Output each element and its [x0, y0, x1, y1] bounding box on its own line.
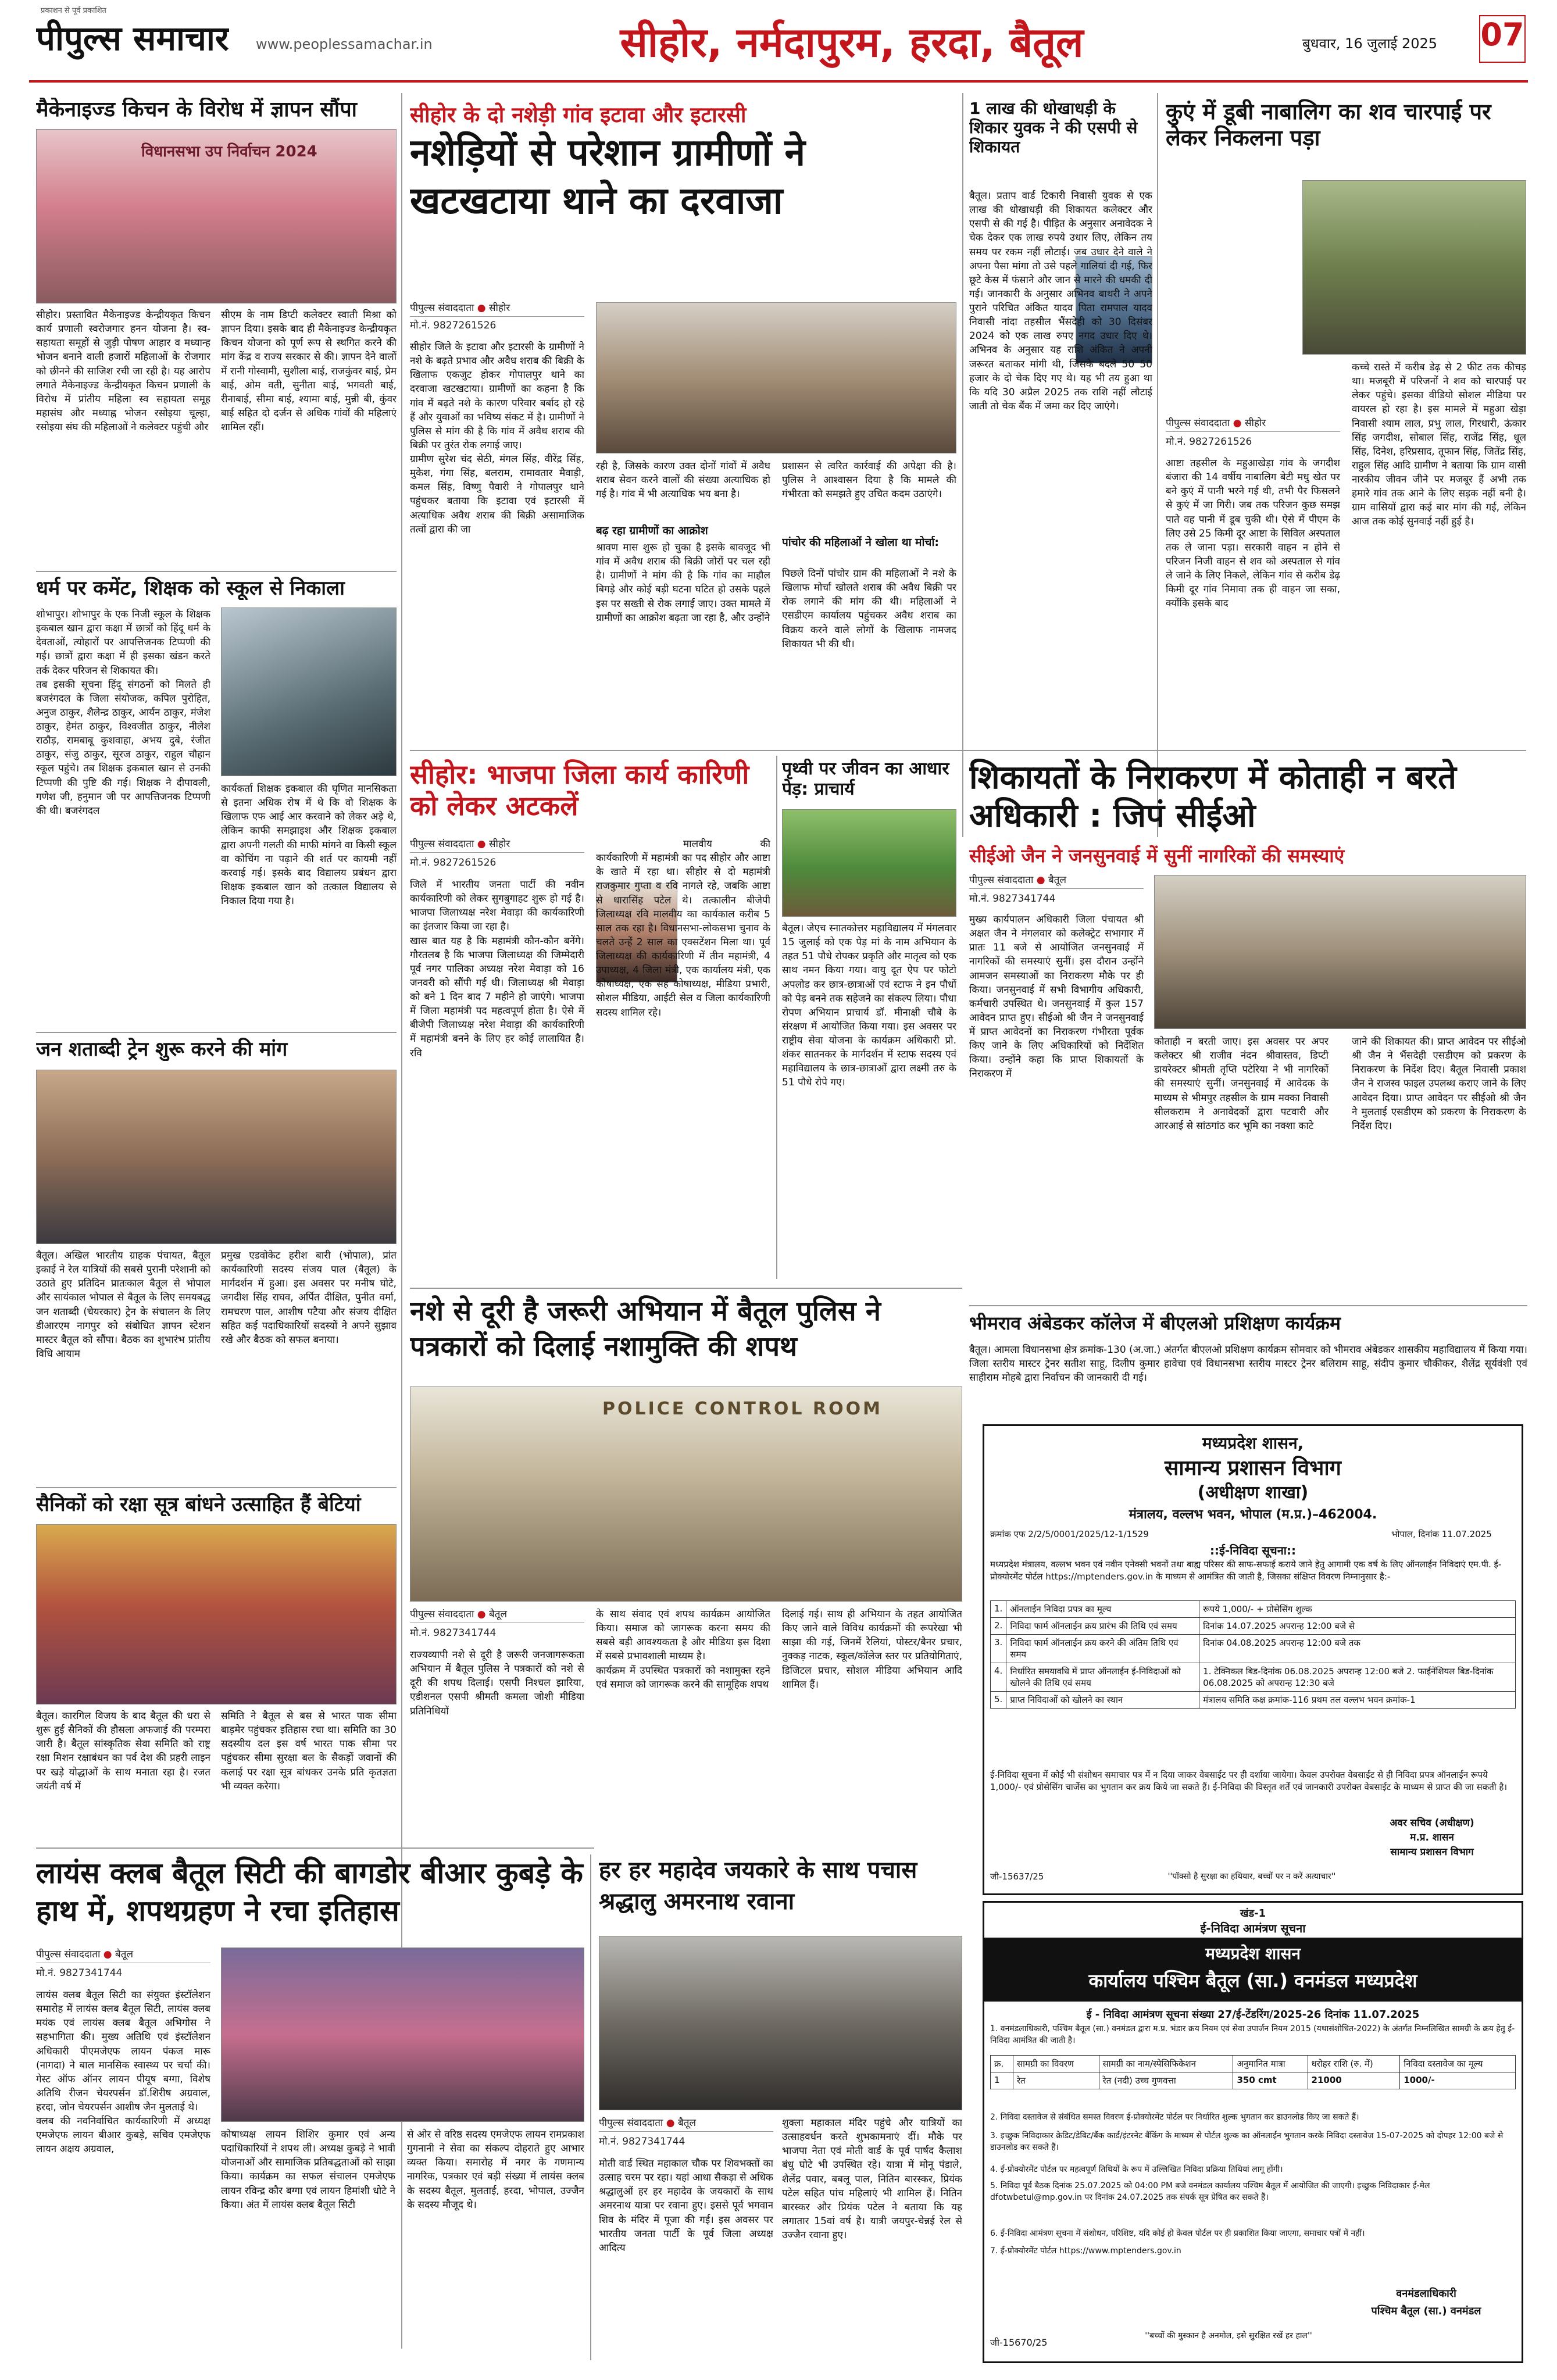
story-villagers-kicker: सीहोर के दो नशेड़ी गांव इटावा और इटारसी	[410, 102, 747, 127]
col-no: क्र.	[991, 2056, 1013, 2072]
brand-logo: पीपुल्स समाचार	[36, 19, 229, 58]
story-train-body-1: बैतूल। अखिल भारतीय ग्राहक पंचायत, बैतूल इकाई ने रेल यात्रियों की सबसे पुरानी परेशानी को उठाते हुए प्रतिदिन प्रातःकाल बैतूल से भोपाल और सायंकाल भोपाल से बैतूल के लिए समयबद्ध जन शताब्दी (चेयरकार) ट्रेन के संचालन के लिए डीआरएम नागपुर को संबोधित ज्ञापन स्टेशन मास्टर बैतूल को सौंपा। बैठक का शुभारंभ प्रांतीय विधि आयाम	[36, 1250, 210, 1360]
story-bjp-body-1: जिले में भारतीय जनता पार्टी की नवीन कार्यकारिणी को लेकर सुगबुगाहट शुरू हो गई है। भाजपा जिलाध्यक्ष नरेश मेवाड़ा की कार्यकारिणी का इंतजार किया जा रहा है। खास बात यह है कि महामंत्री कौन-कौन बनेंगे। गौरतलब है कि भाजपा जिलाध्यक्ष की जिम्मेदारी पूर्व नगर पालिका अध्यक्ष नरेश मेवाड़ा को 16 जनवरी को सौंपी गई थी। जिलाध्यक्ष श्री मेवाड़ा को बने 1 दिन बाद 7 महीने हो जाएंगे। भाजपा में जिला महामंत्री पद महत्वपूर्ण होता है। ऐसे में बीजेपी जिलाध्यक्ष नरेश मेवाड़ा की कार्यकारिणी में महामंत्री बनने के लिए हर कोई लालायित है। रवि	[410, 879, 584, 1059]
masthead-tagline: प्रकाशन से पूर्व प्रकाशित	[41, 6, 106, 15]
story-bjp-body-2: मालवीय की कार्यकारिणी में महामंत्री का पद सीहोर और आष्टा के खाते में रहा था। सीहोर से दो महामंत्री राजकुमार गुप्ता व रवि नागले रहे, जबकि आष्टा से धारासिंह पटेल थे। तत्कालीन बीजेपी जिलाध्यक्ष रवि मालवीय का कार्यकाल करीब 5 साल तक रहा है। विधानसभा-लोकसभा चुनाव के चलते उन्हें 2 साल का एक्सटेंशन मिला था। पूर्व जिलाध्यक्ष की कार्यकारिणी में तीन महामंत्री, 4 उपाध्यक्ष, 4 जिला मंत्री, एक कार्यालय मंत्री, एक कोषाध्यक्ष, एक सह कोषाध्यक्ष, मीडिया प्रभारी, सोशल मीडिया, आईटी सेल व जिला कार्यकारिणी सदस्य शामिल रहे।	[596, 838, 770, 1019]
cell-fee: 1000/-	[1400, 2072, 1516, 2089]
story-well-body-2: कच्चे रास्ते में करीब डेढ़ से 2 फीट तक कीचड़ था। मजबूरी में परिजनों ने शव को चारपाई पर लेकर पहुंचे। इसका वीडियो सोशल मीडिया पर वायरल हो रहा है। इस मामले में महुआ खेड़ा निवासी श्याम लाल, प्रभु लाल, गिरधारी, ऊंकार सिंह जगदीश, सोबाल सिंह, राजेंद्र सिंह, धूल सिंह, दिनेश, हरिप्रसाद, तूफान सिंह, जितेंद्र सिंह, राहुल सिंह आदि ग्रामीण ने बताया कि ग्राम वासी नारकीय जीवन जीने पर मजबूर हैं अभी तक हमारे गांव तक आने के लिए सड़क नहीं बनी है। ग्राम वासियों द्वारा कई बार मांग की गई, लेकिन आज तक कोई सुनवाई नहीं हुई है।	[1352, 362, 1526, 528]
col-emd: धरोहर राशि (रु. में)	[1308, 2056, 1400, 2072]
byline-place: बैतूल	[489, 1609, 507, 1620]
ad-gad-tender	[983, 1424, 1523, 1895]
story-amarnath-body-2: शुक्ला महाकाल मंदिर पहुंचे और यात्रियों का उत्साहवर्धन करते शुभकामनाएं दीं। मौके पर भाजपा नेता एवं मोती वार्ड के पूर्व पार्षद कैलाश बंधु घोटे भी उपस्थित रहे। यात्रा में मोनू पंडाले, शैलेंद्र पवार, बबलू पाल, नितिन बारस्कर, प्रियंक पटेल सहित पांच महिलाएं भी शामिल हैं। नितिन बारस्कर और प्रियंक पटेल ने बताया कि यह लगातार 15वां वर्ष है। यात्री जयपुर-चेन्नई रेल से उज्जैन रवाना हुए।	[782, 2117, 962, 2241]
story-police-photo	[410, 1386, 962, 1602]
cell-no: 4.	[991, 1663, 1006, 1692]
ad-gad-ref-no: क्रमांक एफ 2/2/5/0001/2025/12-1/1529	[990, 1529, 1149, 1539]
ad-forest-clause-2: 2. निविदा दस्तावेज से संबंधित समस्त विवरण ई-प्रोक्योरमेंट पोर्टल पर निर्धारित शुल्क भुगतान कर डाउनलोड किए जा सकते हैं।	[990, 2113, 1359, 2122]
story-bjp-byline: पीपुल्स संवाददाता ● सीहोर	[410, 837, 584, 853]
ad-forest-clause-3: 3. इच्छुक निविदाकार क्रेडिट/डेबिट/बैंक कार्ड/इंटरनेट बैंकिंग के माध्यम से पोर्टल शुल्क का ऑनलाईन भुगतान करके निविदा दस्तावेज 15-07-2025 को दोपहर 12:00 बजे से डाउनलोड कर सकते हैं।	[990, 2131, 1504, 2152]
story-police-mobile: मो.नं. 9827341744	[410, 1627, 497, 1639]
story-kitchen-photo-banner: विधानसभा उप निर्वाचन 2024	[141, 143, 317, 160]
ad-gad-footer-note: ई-निविदा सूचना में कोई भी संशोधन समाचार पत्र में न दिया जाकर वेबसाईट पर ही दर्शाया जायेगा। केवल उपरोक्त वेबसाईट से ही निविदा प्रपत्र ऑनलाईन रूपये 1,000/- एवं प्रोसेसिंग चार्जेस का भुगतान कर क्रय किये जा सकते हैं। ई-निविदा की विस्तृत शर्तें एवं जानकारी उपरोक्त वेबसाईट के माध्यम से प्राप्त की जा सकती है।	[990, 1770, 1508, 1792]
table-row	[991, 1601, 1516, 1618]
story-police-headline: नशे से दूरी है जरूरी अभियान में बैतूल पुलिस ने पत्रकारों को दिलाई नशामुक्ति की शपथ	[410, 1295, 881, 1363]
story-lions-body-3: से ओर से वरिष्ठ सदस्य एमजेएफ लायन रामप्रकाश गुगनानी ने सेवा का संकल्प दोहराते हुए आभार व्यक्त किया। समारोह में नगर के गणमान्य नागरिक, पत्रकार एवं बड़ी संख्या में लायंस क्लब के सदस्य बैतूल, मुलताई, हरदा, भोपाल, उज्जैन के सदस्य मौजूद थे।	[407, 2129, 584, 2211]
story-ceo-byline: पीपुल्स संवाददाता ● बैतूल	[969, 873, 1144, 889]
ad-forest-tender	[983, 1901, 1523, 2363]
page-number: 07	[1479, 15, 1526, 63]
story-well-body-1: आष्टा तहसील के महुआखेड़ा गांव के जगदीश बंजारा की 14 वर्षीय नाबालिग बेटी मधु खेत पर बने कुएं में पानी भरने गई थी, तभी पैर फिसलने से कुएं में जा गिरी। जब तक परिजन कुछ समझ पाते वह पानी में डूब चुकी थी। ऐसे में पीएम के लिए उसे 25 किमी दूर आष्टा के सिविल अस्पताल तक ले जाना पड़ा। सरकारी वाहन न होने से परिजन निजी वाहन से शव को अस्पताल से गांव ले जाने के लिए निकले, लेकिन गांव से करीब डेढ़ किमी दूर गांव निमावा तक ही वाहन जा सका, क्योंकि इसके बाद	[1166, 458, 1340, 610]
ad-gad-code: जी-15637/25	[990, 1871, 1044, 1882]
story-fraud-headline: 1 लाख की धोखाधड़ी के शिकार युवक ने की एसपी से शिकायत	[969, 99, 1138, 157]
cell-no: 3.	[991, 1635, 1006, 1663]
story-amarnath-photo	[599, 1936, 962, 2110]
story-lions-mobile: मो.नं. 9827341744	[36, 1967, 123, 1979]
cell-value: रूपये 1,000/- + प्रोसेसिंग शुल्क	[1199, 1601, 1516, 1618]
ad-gad-intro: मध्यप्रदेश मंत्रालय, वल्लभ भवन एवं नवीन एनेक्सी भवनों तथा बाह्य परिसर की साफ-सफाई कराये जाने हेतु आगामी एक वर्ष के लिए ऑनलाईन निविदाएं एम.पी. ई-प्रोक्योरमेंट पोर्टल https://mptenders.gov.in के माध्यम से आमंत्रित की जाती है, जिसका संक्षिप्त विवरण निम्नानुसार है:-	[990, 1559, 1502, 1582]
table-row	[991, 1618, 1516, 1635]
story-villagers-byline: पीपुल्स संवाददाता ● सीहोर	[410, 301, 584, 317]
ad-forest-clause-5: 5. निविदा पूर्व बैठक दिनांक 25.07.2025 को 04:00 PM बजे वनमंडल कार्यालय पश्चिम बैतूल में आयोजित की जाएगी। इच्छुक निविदाकार ई-मेल dfotwbetul@mp.gov.in पर दिनांक 24.07.2025 तक संपर्क सूत्र प्रेषित कर सकते हैं।	[990, 2181, 1430, 2202]
byline-name: पीपुल्स संवाददाता	[36, 1949, 101, 1960]
story-tree-photo	[782, 809, 956, 917]
cell-item: प्राप्त निविदाओं को खोलने का स्थान	[1006, 1692, 1199, 1709]
cell-no: 5.	[991, 1692, 1006, 1709]
ad-gad-ref-date: भोपाल, दिनांक 11.07.2025	[1391, 1529, 1492, 1539]
ad-gad-slogan: ''पॉक्सो है सुरक्षा का हथियार, बच्चों पर न करें अत्याचार''	[1167, 1872, 1336, 1881]
cell-item: रेत	[1013, 2072, 1099, 2089]
story-train-headline: जन शताब्दी ट्रेन शुरू करने की मांग	[36, 1038, 288, 1061]
story-tree-body: बैतूल। जेएच स्नातकोत्तर महाविद्यालय में मंगलवार 15 जुलाई को एक पेड़ मां के नाम अभियान के तहत 51 पौधे रोपकर प्रकृति और मातृत्व को एक साथ नमन किया गया। वायु दूत ऐप पर फोटो अपलोड कर छात्र-छात्राओं एवं स्टाफ ने इन पौधों को पेड़ बनने तक सहेजने का संकल्प लिया। पौधा रोपण अभियान प्राचार्य डॉ. मीनाक्षी चौबे के संरक्षण में आयोजित किया गया। इस अवसर पर राष्ट्रीय सेवा योजना के कार्यक्रम अधिकारी प्रो. शंकर सातनकर के मार्गदर्शन में स्टाफ सदस्य एवं महाविद्यालय के छात्र-छात्राओं द्वारा लक्ष्मी तरु के 51 पौधे रोपे गए।	[782, 923, 956, 1089]
col-spec: सामग्री का नाम/स्पेसिफिकेशन	[1099, 2056, 1233, 2072]
story-ceo-photo	[1154, 875, 1526, 1029]
cell-no: 1.	[991, 1601, 1006, 1618]
story-teacher-body-1: शोभापुर। शोभापुर के एक निजी स्कूल के शिक्षक इकबाल खान द्वारा कक्षा में छात्रों को हिंदू धर्म के देवताओं, त्योहारों पर आपत्तिजनक टिप्पणी की गई। छात्रों द्वारा कक्षा में ही इसका खंडन करते तर्क देकर परिजन से शिकायत की। तब इसकी सूचना हिंदू संगठनों को मिलते ही बजरंगदल के जिला संयोजक, कपिल पुरोहित, अनुज ठाकुर, शैलेन्द्र ठाकुर, आर्यन ठाकुर, मंजेश ठाकुर, हेमंत ठाकुर, विश्वजीत ठाकुर, नीलेश राठौड़, रामबाबू कुशवाहा, अभय दुबे, रंजीत ठाकुर, संजु ठाकुर, सूरज ठाकुर, राहुल चौहान स्कूल पहुंचे। तब शिक्षक इकबाल खान से उनकी टिप्पणी की पुष्टि की गई। शिक्षक ने दीपावली, गणेश जी, हनुमान जी पर आपत्तिजनक टिप्पणी की थी। बजरंगदल	[36, 609, 210, 817]
byline-name: पीपुल्स संवाददाता	[410, 1609, 474, 1620]
story-kitchen-body-2: सीएम के नाम डिप्टी कलेक्टर स्वाती मिश्रा को ज्ञापन दिया। इसके बाद ही मैकेनाइज्ड केन्द्रीयकृत किचन योजना को पूर्ण रूप से स्थगित करने की मांग केंद्र व राज्य सरकार से की। ज्ञापन देने वालों में रानी गोस्वामी, सुशीला बाई, राजकुंवर बाई, प्रेम बाई, ओम वती, सुनीता बाई, भगवती बाई, रीनाबाई, सीमा बाई, श्यामा बाई, मुन्नी बी, कुंवर बाई सहित दो दर्जन से अधिक गांवों की महिलाएं शामिल रहीं।	[221, 309, 397, 433]
byline-place: बैतूल	[1048, 874, 1066, 886]
story-police-photo-banner: POLICE CONTROL ROOM	[602, 1399, 883, 1419]
story-kitchen-photo	[36, 129, 397, 303]
ad-forest-header-2: कार्यालय पश्चिम बैतूल (सा.) वनमंडल मध्यप्रदेश	[1088, 1970, 1417, 1992]
rule-center-1	[410, 750, 1526, 751]
cell-value: दिनांक 04.08.2025 अपरान्ह 12:00 बजे तक	[1199, 1635, 1516, 1663]
ad-gad-header-2: सामान्य प्रशासन विभाग	[1165, 1456, 1341, 1480]
cell-value: दिनांक 14.07.2025 अपरान्ह 12:00 बजे से	[1199, 1618, 1516, 1635]
cell-item: निर्धारित समयावधि में प्राप्त ऑनलाईन ई-निविदाओं को खोलने की तिथि एवं समय	[1006, 1663, 1199, 1692]
cell-value: 1. टेक्निकल बिड-दिनांक 06.08.2025 अपरान्ह 12:00 बजे 2. फाईनेंशियल बिड-दिनांक 06.08.2025 को अपरान्ह 12:30 बजे	[1199, 1663, 1516, 1692]
byline-name: पीपुल्स संवाददाता	[1166, 417, 1230, 429]
story-police-body-1: राज्यव्यापी नशे से दूरी है जरूरी जनजागरूकता अभियान में बैतूल पुलिस ने पत्रकारों को नशे से दूरी की शपथ दिलाई। एसपी निश्चल झारिया, एडीशनल एसपी श्रीमती कमला जोशी मीडिया प्रतिनिधियों	[410, 1649, 584, 1717]
story-teacher-headline: धर्म पर कमेंट, शिक्षक को स्कूल से निकाला	[36, 577, 345, 600]
ad-forest-header-1: मध्यप्रदेश शासन	[1205, 1944, 1301, 1963]
byline-place: सीहोर	[489, 838, 510, 850]
story-amarnath-body-1: मोती वार्ड स्थित महाकाल चौक पर शिवभक्तों का उत्साह चरम पर रहा। यहां आधा सैकड़ा से अधिक श्रद्धालुओं हर हर महादेव के जयकारों के साथ अमरनाथ यात्रा पर रवाना हुए। इससे पूर्व भगवान शिव के मंदिर में पूजा की गई। इस अवसर पर भारतीय जनता पार्टी के पूर्व जिला अध्यक्ष आदित्य	[599, 2158, 773, 2254]
story-villagers-body-1: सीहोर जिले के इटावा और इटारसी के ग्रामीणों ने नशे के बढ़ते प्रभाव और अवैध शराब की बिक्री के खिलाफ एकजुट होकर गोपालपुर थाने का दरवाजा खटखटाया। ग्रामीणों का कहना है कि गांव में बढ़ते नशे के कारण परिवार बर्बाद हो रहे हैं और युवाओं का भविष्य संकट में है। ग्रामीणों ने पुलिस से मांग की है कि गांव में अवैध शराब की बिक्री पर तुरंत रोक लगाई जाए। ग्रामीण सुरेश चंद सेठी, मंगल सिंह, वीरेंद्र सिंह, मुकेश, गंगा सिंह, बलराम, रामावतार मैवाड़ी, कमल सिंह, विष्णु पैवारी ने गोपालपुर थाने पहुंचकर बताया कि इटावा एवं इटारसी में अत्याधिक अवैध शराब की बिक्री असामाजिक तत्वों द्वारा की जा	[410, 341, 584, 535]
col-fee: निविदा दस्तावेज का मूल्य	[1400, 2056, 1516, 2072]
story-lions-body-2: कोषाध्यक्ष लायन शिशिर कुमार एवं अन्य पदाधिकारियों ने शपथ ली। अध्यक्ष कुबड़े ने भावी योजनाओं और सामाजिक प्रतिबद्धताओं को साझा किया। कार्यक्रम का सफल संचालन एमजेएफ लायन रविन्द्र कौर बग्गा एवं लायन हिमांशी धोटे ने किया। अंत में लायंस क्लब बैतूल सिटी	[221, 2129, 395, 2211]
story-bjp-headline: सीहोर: भाजपा जिला कार्य कारिणी को लेकर अटकलें	[410, 759, 749, 822]
story-ceo-subheadline: सीईओ जैन ने जनसुनवाई में सुनीं नागरिकों की समस्याएं	[969, 845, 1345, 867]
story-well-headline: कुएं में डूबी नाबालिग का शव चारपाई पर लेकर निकलना पड़ा	[1166, 99, 1491, 151]
masthead	[0, 0, 1557, 80]
story-well-mobile: मो.नं. 9827261526	[1166, 436, 1252, 448]
ad-forest-notice-title: ई - निविदा आमंत्रण सूचना संख्या 27/ई-टेंडरिंग/2025-26 दिनांक 11.07.2025	[1086, 2009, 1420, 2021]
story-villagers-body-4: प्रशासन से त्वरित कार्रवाई की अपेक्षा की है। पुलिस ने आश्वासन दिया है कि मामले की गंभीरता को समझते हुए उचित कदम उठाएंगे।	[782, 460, 956, 501]
story-villagers-subhead-2: पांचोर की महिलाओं ने खोला था मोर्चा:	[782, 536, 940, 549]
byline-name: पीपुल्स संवाददाता	[969, 874, 1034, 886]
issue-date: बुधवार, 16 जुलाई 2025	[1302, 35, 1438, 52]
table-row	[991, 1692, 1516, 1709]
story-kitchen-headline: मैकेनाइज्ड किचन के विरोध में ज्ञापन सौंपा	[36, 98, 357, 121]
cell-item: निविदा फार्म ऑनलाईन क्रय प्रारंभ की तिथि एवं समय	[1006, 1618, 1199, 1635]
byline-name: पीपुल्स संवाददाता	[410, 838, 474, 850]
rule-left-3	[36, 1487, 397, 1488]
story-lions-photo	[221, 1947, 584, 2122]
table-row	[991, 1635, 1516, 1663]
story-college-body: बैतूल। आमला विधानसभा क्षेत्र क्रमांक-130 (अ.जा.) अंतर्गत बीएलओ प्रशिक्षण कार्यक्रम सोमवार को भीमराव अंबेडकर शासकीय महाविद्यालय में किया गया। जिला स्तरीय मास्टर ट्रेनर सतीश साहू, दिलीप कुमार हावेचा एवं विधानसभा स्तरीय मास्टर ट्रेनर बलिराम साहू, संदीप कुमार चौकीकर, शैलेंद्र सूर्यवंशी एवं साहीराम मोहबे द्वारा निर्वाचन की जानकारी दी गई।	[969, 1344, 1527, 1384]
story-fraud-body: बैतूल। प्रताप वार्ड टिकारी निवासी युवक से एक लाख की धोखाधड़ी की शिकायत कलेक्टर और एसपी से की गई है। पीड़ित के अनुसार अनावेदक ने चेक देकर एक लाख रुपये उधार लिए, लेकिन तय समय पर रकम नहीं लौटाई। जब उधार देने वाले ने अपना पैसा मांगा तो उसे पहले गालियां दी गई, फिर छूटे केस में फंसाने और जान से मारने की धमकी दी गई। जानकारी के अनुसार अभिनव बाथरी ने अपने पुराने परिचित अंकित यादव पिता रामपाल यादव निवासी नांदा तहसील भैंसदेही को 30 दिसंबर 2024 को एक लाख रुपए नगद उधार दिए थे। अभिनव के अनुसार यह राशि अंकित ने अपनी जरूरत बताकर मांगी थी, जिसके बदले 50 50 हजार के दो चेक दिए गए थे। यह भी तय हुआ था कि यदि 30 अप्रैल 2025 तक राशि नहीं लौटाई जाती तो चेक बैंक में जमा कर दिए जाएंगे।	[969, 190, 1152, 412]
story-soldiers-photo	[36, 1524, 397, 1704]
story-train-body-2: प्रमुख एडवोकेट हरीश बारी (भोपाल), प्रांत कार्यकारिणी सदस्य संजय पाल (बैतूल) के मार्गदर्शन में हुआ। इस अवसर पर मनीष घोटे, जगदीश सिंह राघव, अर्पित दीक्षित, पुनीत वर्मा, रामचरण पाल, आशीष पटैया और संजय दीक्षित सहित कई पदाधिकारियों सदस्यों ने अपने सुझाव रखे और बैठक को सफल बनाया।	[221, 1250, 397, 1346]
table-row	[991, 1663, 1516, 1692]
cell-item: ऑनलाईन निविदा प्रपत्र का मूल्य	[1006, 1601, 1199, 1618]
story-ceo-mobile: मो.नं. 9827341744	[969, 893, 1056, 905]
byline-name: पीपुल्स संवाददाता	[410, 302, 474, 314]
ad-forest-sign-2: पश्चिम बैतूल (सा.) वनमंडल	[1371, 2305, 1481, 2317]
ad-forest-clause-7: 7. ई-प्रोक्योरमेंट पोर्टल https://www.mptenders.gov.in	[990, 2246, 1181, 2256]
ad-forest-header-band	[984, 1938, 1522, 2002]
story-ceo-body-1: मुख्य कार्यपालन अधिकारी जिला पंचायत श्री अक्षत जैन ने मंगलवार को कलेक्ट्रेट सभागार में प्रातः 11 बजे से आयोजित जनसुनवाई में नागरिकों की समस्याएं सुनीं। इस दौरान उन्होंने आमजन समस्याओं का निराकरण मौके पर ही किया। जनसुनवाई में सभी विभागीय अधिकारी, कर्मचारी उपस्थित थे। जनसुनवाई में कुल 157 आवेदन प्राप्त हुए। सीईओ श्री जैन ने जनसुनवाई में प्राप्त आवेदनों का निराकरण गंभीरता पूर्वक किए जाने के लिए अधिकारियों को निर्देशित किया। उन्होंने कहा कि प्राप्त शिकायतों के निराकरण में	[969, 914, 1144, 1080]
story-villagers-body-3: श्रावण मास शुरू हो चुका है इसके बावजूद भी गांव में अवैध शराब की बिक्री जोरों पर चल रही है। ग्रामीणों ने मांग की है कि गांव का माहौल बिगड़े और कोई बड़ी घटना घटित हो उसके पहले इस पर सख्ती से रोक लगाई जाए। उक्त मामले में ग्रामीणों का आक्रोश बढ़ता जा रहा है, और उन्होंने	[596, 542, 770, 624]
ad-forest-clause-6: 6. ई-निविदा आमंत्रण सूचना में संशोधन, परिशिष्ट, यदि कोई हो केवल पोर्टल पर ही प्रकाशित किया जाएगा, समाचार पत्रों में नहीं।	[990, 2229, 1365, 2238]
story-villagers-subhead-1: बढ़ रहा ग्रामीणों का आक्रोश	[596, 524, 708, 537]
story-lions-byline: पीपुल्स संवाददाता ● बैतूल	[36, 1947, 210, 1963]
story-villagers-body-2: रही है, जिसके कारण उक्त दोनों गांवों में अवैध शराब सेवन करने वालों की संख्या अत्याधिक हो गई है। गांव में भी अत्याधिक भय बना है।	[596, 460, 770, 501]
story-soldiers-body-2: समिति ने बैतूल से बस से भारत पाक सीमा बाड़मेर पहुंचकर इतिहास रचा था। समिति का 30 सदस्यीय दल इस वर्ष भारत पाक सीमा पर पहुंचकर सीमा सुरक्षा बल के सैकड़ों जवानों की कलाई पर रक्षा सूत्र बांधकर उनके प्रति कृतज्ञता भी व्यक्त करेगा।	[221, 1710, 397, 1792]
ad-gad-sign-3: सामान्य प्रशासन विभाग	[1390, 1846, 1474, 1858]
story-amarnath-byline: पीपुल्स संवाददाता ● बैतूल	[599, 2116, 773, 2132]
story-college-headline: भीमराव अंबेडकर कॉलेज में बीएलओ प्रशिक्षण कार्यक्रम	[969, 1313, 1341, 1334]
story-ceo-body-2: कोताही न बरती जाए। इस अवसर पर अपर कलेक्टर श्री राजीव नंदन श्रीवास्तव, डिप्टी डायरेक्टर श्रीमती तृप्ति पटेरिया ने भी नागरिकों की समस्याएं सुनीं। जनसुनवाई में आवेदक के माध्यम से भीमपुर तहसील के ग्राम मक्का निवासी सीलकराम ने अनावेदकों द्वारा पटवारी और आरआई से सांठगांठ कर भूमि का नक्शा काटे	[1154, 1036, 1329, 1132]
byline-place: सीहोर	[1245, 417, 1266, 429]
rule-right-1	[969, 1305, 1527, 1306]
ad-forest-tag-1: खंड-1	[1240, 1907, 1266, 1920]
byline-place: बैतूल	[115, 1949, 133, 1960]
ad-forest-sign-1: वनमंडलाधिकारी	[1396, 2288, 1456, 2300]
byline-name: पीपुल्स संवाददाता	[599, 2117, 663, 2129]
story-villagers-mobile: मो.नं. 9827261526	[410, 320, 497, 331]
col-rule-2	[962, 93, 963, 837]
story-soldiers-body-1: बैतूल। कारगिल विजय के बाद बैतूल की धरा से शुरू हुई सैनिकों की हौसला अफजाई की परम्परा जारी है। बैतूल सांस्कृतिक सेवा समिति को राष्ट्र रक्षा मिशन रक्षाबंधन का पर्व देश की प्रहरी लाइन पर खड़े योद्धाओं के साथ मनाता रहा है। रजत जयंती वर्ष में	[36, 1710, 210, 1792]
story-amarnath-headline: हर हर महादेव जयकारे के साथ पचास श्रद्धालु अमरनाथ रवाना	[599, 1857, 917, 1915]
story-villagers-body-5: पिछले दिनों पांचोर ग्राम की महिलाओं ने नशे के खिलाफ मोर्चा खोलते शराब की अवैध बिक्री पर रोक लगाने की मांग की थी। महिलाओं ने एसडीएम कार्यालय पहुंचकर अवैध शराब का विक्रय करने वाले लोगों के खिलाफ नामजद शिकायत भी की थी।	[782, 568, 956, 650]
byline-place: बैतूल	[678, 2117, 696, 2129]
story-ceo-headline: शिकायतों के निराकरण में कोताही न बरते अधिकारी : जिपं सीईओ	[969, 759, 1456, 835]
col-rule-3	[1157, 93, 1158, 837]
cell-value: मंत्रालय समिति कक्ष क्रमांक-116 प्रथम तल वल्लभ भवन क्रमांक-1	[1199, 1692, 1516, 1709]
story-villagers-photo	[596, 302, 956, 453]
story-amarnath-mobile: मो.नं. 9827341744	[599, 2136, 685, 2147]
story-well-photo	[1302, 180, 1526, 355]
ad-forest-code: जी-15670/25	[990, 2337, 1048, 2348]
ad-gad-header-1: मध्यप्रदेश शासन,	[1202, 1434, 1304, 1453]
cell-no: 2.	[991, 1618, 1006, 1635]
story-lions-body-1: लायंस क्लब बैतूल सिटी का संयुक्त इंस्टॉलेशन समारोह में लायंस क्लब बैतूल सिटी, लायंस क्लब मयंक एवं लायंस क्लब बैतूल अभिगोस ने सहभागिता की। मुख्य अतिथि एवं इंस्टॉलेशन अधिकारी पीएमजेएफ लायन पंकज मारू (नागदा) ने बाल मानसिक स्वास्थ्य पर चर्चा की। गेस्ट ऑफ ऑनर लायन पीयूष बग्गा, विशेष अतिथि रीजन चेयरपर्सन डॉ.शिरीष अग्रवाल, हरदा, जोन चेयरपर्सन आशीष जैन मुलताई थे। क्लब की नवनिर्वाचित कार्यकारिणी में अध्यक्ष एमजेएफ लायन बीआर कुबड़े, सचिव एमजेएफ लायन अक्षय अग्रवाल,	[36, 1989, 210, 2156]
ad-gad-address: मंत्रालय, वल्लभ भवन, भोपाल (म.प्र.)–462004.	[1129, 1507, 1377, 1522]
ad-gad-header-3: (अधीक्षण शाखा)	[1197, 1482, 1309, 1503]
story-villagers-headline: नशेड़ियों से परेशान ग्रामीणों ने खटखटाया थाने का दरवाजा	[410, 131, 805, 223]
col-rule-lions	[590, 1854, 591, 2360]
cell-qty: 350 cmt	[1233, 2072, 1308, 2089]
masthead-rule	[29, 80, 1528, 83]
story-kitchen-body-1: सीहोर। प्रस्तावित मैकेनाइज्ड केन्द्रीयकृत किचन कार्य प्रणाली स्वरोजगार हनन योजना है। स्व-सहायता समूहों से जुड़ी पोषण आहार व मध्यान्ह भोजन बनाने वाली हजारों महिलाओं के रोजगार को छीनने की साजिश रची जा रही है। यह आरोप लगाते मैकेनाइज्ड केन्द्रीयकृत किचन प्रणाली के विरोध में प्रांतीय महिला स्व सहायता समूह महासंघ और मध्याह्न भोजन रसोइया चूल्हा, रसोइया संघ की महिलाओं ने कलेक्टर पहुंची और	[36, 309, 210, 433]
story-teacher-body-2: कार्यकर्ता शिक्षक इकबाल की घृणित मानसिकता से इतना अधिक रोष में थे कि वो शिक्षक के खिलाफ एफ आई आर करवाने को लेकर अड़े थे, लेकिन काफी समझाइश और शिक्षक इकबाल द्वारा अपनी गलती की माफी मांगने वा किसी स्कूल वा कोचिंग ना पढ़ाने की शर्त पर कायमी नहीं करवाई गई। इसके बाद विद्यालय प्रबंधन द्वारा शिक्षक इकबाल खान को तत्काल विद्यालय से निकाल दिया गया है।	[221, 783, 397, 907]
ad-gad-sign-2: म.प्र. शासन	[1410, 1832, 1454, 1843]
website-url[interactable]: www.peoplessamachar.in	[256, 36, 433, 52]
story-train-photo	[36, 1070, 397, 1244]
cell-emd: 21000	[1308, 2072, 1400, 2089]
byline-place: सीहोर	[489, 302, 510, 314]
ad-forest-tag-2: ई-निविदा आमंत्रण सूचना	[1200, 1921, 1306, 1935]
ad-forest-clause-1: 1. वनमंडलाधिकारी, पश्चिम बैतूल (सा.) वनमंडल द्वारा म.प्र. भंडार क्रय नियम एवं सेवा उपार्जन नियम 2015 (यथासंशोधित-2022) के अंतर्गत निम्नलिखित सामग्री के क्रय हेतु ई-निविदा आमंत्रित की जाती है।	[990, 2024, 1515, 2045]
ad-forest-table	[990, 2055, 1516, 2089]
cell-item: निविदा फार्म ऑनलाईन क्रय करने की अंतिम तिथि एवं समय	[1006, 1635, 1199, 1663]
story-police-body-3: दिलाई गई। साथ ही अभियान के तहत आयोजित किए जाने वाले विविध कार्यक्रमों की रूपरेखा भी साझा की गई, जिनमें रैलियां, पोस्टर/बैनर प्रचार, नुक्कड़ नाटक, स्कूल/कॉलेज स्तर पर प्रतियोगिताएं, डिजिटल प्रचार, सोशल मीडिया अभियान आदि शामिल हैं।	[782, 1609, 962, 1691]
story-soldiers-headline: सैनिकों को रक्षा सूत्र बांधने उत्साहित हैं बेटियां	[36, 1493, 361, 1516]
section-title: सीहोर, नर्मदापुरम, हरदा, बैतूल	[620, 19, 1084, 66]
rule-left-1	[36, 571, 397, 572]
cell-no: 1	[991, 2072, 1013, 2089]
story-well-byline: पीपुल्स संवाददाता ● सीहोर	[1166, 416, 1340, 432]
story-lions-headline: लायंस क्लब बैतूल सिटी की बागडोर बीआर कुबड़े के हाथ में, शपथग्रहण ने रचा इतिहास	[36, 1856, 583, 1928]
story-bjp-mobile: मो.नं. 9827261526	[410, 857, 497, 869]
story-teacher-photo	[221, 607, 397, 776]
story-tree-headline: पृथ्वी पर जीवन का आधार पेड़: प्राचार्य	[782, 759, 949, 800]
cell-spec: रेत (नदी) उच्च गुणवत्ता	[1099, 2072, 1233, 2089]
ad-gad-sign-1: अवर सचिव (अधीक्षण)	[1390, 1817, 1474, 1829]
rule-left-2	[36, 1032, 397, 1033]
ad-gad-table	[990, 1600, 1516, 1709]
ad-forest-slogan: ''बच्चों की मुस्कान है अनमोल, इसे सुरक्षित रखें हर हाल''	[1145, 2331, 1312, 2340]
col-item: सामग्री का विवरण	[1013, 2056, 1099, 2072]
ad-forest-clause-4: 4. ई-प्रोक्योरमेंट पोर्टल पर महत्वपूर्ण तिथियों के रूप में उल्लिखित निविदा प्रक्रिया तिथियां लागू होंगी।	[990, 2165, 1283, 2174]
story-police-byline: पीपुल्स संवाददाता ● बैतूल	[410, 1607, 584, 1623]
ad-gad-notice-title: ::ई-निविदा सूचना::	[1210, 1543, 1296, 1557]
story-police-body-2: के साथ संवाद एवं शपथ कार्यक्रम आयोजित किया। समाज को जागरूक करना समय की सबसे बड़ी आवश्यकता है और मीडिया इस दिशा में सबसे प्रभावशाली माध्यम है। कार्यक्रम में उपस्थित पत्रकारों को नशामुक्त रहने एवं समाज को जागरूक करने की सामूहिक शपथ	[596, 1609, 770, 1691]
story-ceo-body-3: जाने की शिकायत की। प्राप्त आवेदन पर सीईओ श्री जैन ने भैंसदेही एसडीएम को प्रकरण के निराकरण के निर्देश दिए। बैतूल निवासी प्रकाश जैन ने राजस्व फाइल उपलब्ध कराए जाने के लिए आवेदन दिया। प्राप्त आवेदन पर सीईओ श्री जैन ने मुलताई एसडीएम को प्रकरण के निराकरण के निर्देश दिए।	[1352, 1036, 1526, 1132]
rule-center-2	[410, 1288, 962, 1289]
col-rule-tree	[776, 756, 777, 1279]
col-qty: अनुमानित मात्रा	[1233, 2056, 1308, 2072]
